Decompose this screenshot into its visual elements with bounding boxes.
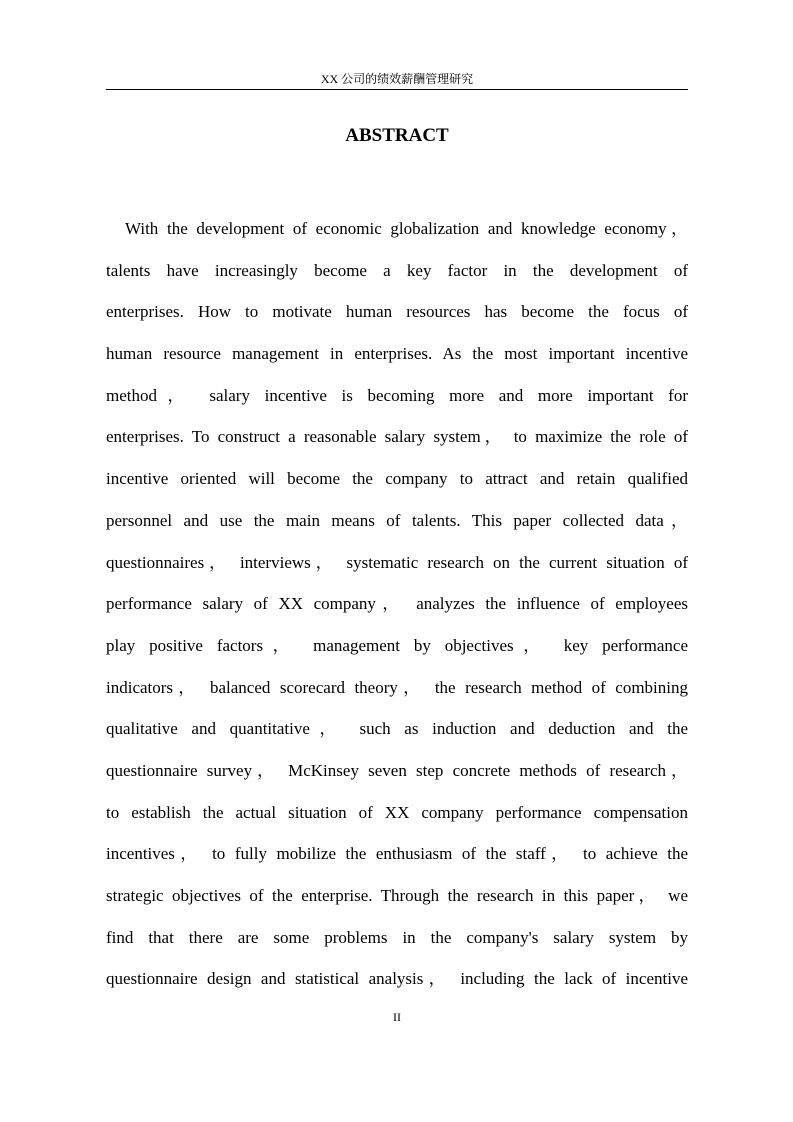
header-rule: [106, 89, 688, 90]
abstract-line: find that there are some problems in the company's salary system by: [106, 927, 688, 947]
abstract-body: [106, 216, 688, 1008]
abstract-line: method， salary incentive is becoming more and more important for: [106, 385, 688, 405]
abstract-line: questionnaire design and statistical analysis， including the lack of incentive: [106, 969, 688, 989]
running-header: XX 公司的绩效薪酬管理研究: [320, 72, 474, 86]
abstract-line: qualitative and quantitative， such as induction and deduction and the: [106, 719, 688, 739]
abstract-line: questionnaire survey， McKinsey seven step concrete methods of research，: [106, 760, 688, 780]
abstract-line: play positive factors， management by objectives， key performance: [106, 635, 688, 655]
abstract-line: to establish the actual situation of XX company performance compensation: [106, 802, 688, 822]
page-number: II: [393, 1010, 401, 1024]
abstract-line: questionnaires， interviews， systematic research on the current situation of: [106, 552, 688, 572]
abstract-line: incentive oriented will become the company to attract and retain qualified: [106, 469, 688, 489]
abstract-line: performance salary of XX company， analyzes the influence of employees: [106, 594, 688, 614]
abstract-line: With the development of economic globalization and knowledge economy，: [125, 219, 688, 238]
abstract-line: talents have increasingly become a key factor in the development of: [106, 260, 688, 280]
abstract-line: personnel and use the main means of talents. This paper collected data，: [106, 510, 688, 530]
abstract-line: enterprises. To construct a reasonable salary system， to maximize the role of: [106, 427, 688, 447]
abstract-line: indicators， balanced scorecard theory， the research method of combining: [106, 677, 688, 697]
abstract-line: incentives， to fully mobilize the enthusiasm of the staff， to achieve the: [106, 844, 688, 864]
abstract-line: enterprises. How to motivate human resources has become the focus of: [106, 302, 688, 322]
abstract-line: human resource management in enterprises. As the most important incentive: [106, 344, 688, 364]
page-title: ABSTRACT: [345, 125, 449, 146]
abstract-line: strategic objectives of the enterprise. Through the research in this paper， we: [106, 886, 688, 905]
